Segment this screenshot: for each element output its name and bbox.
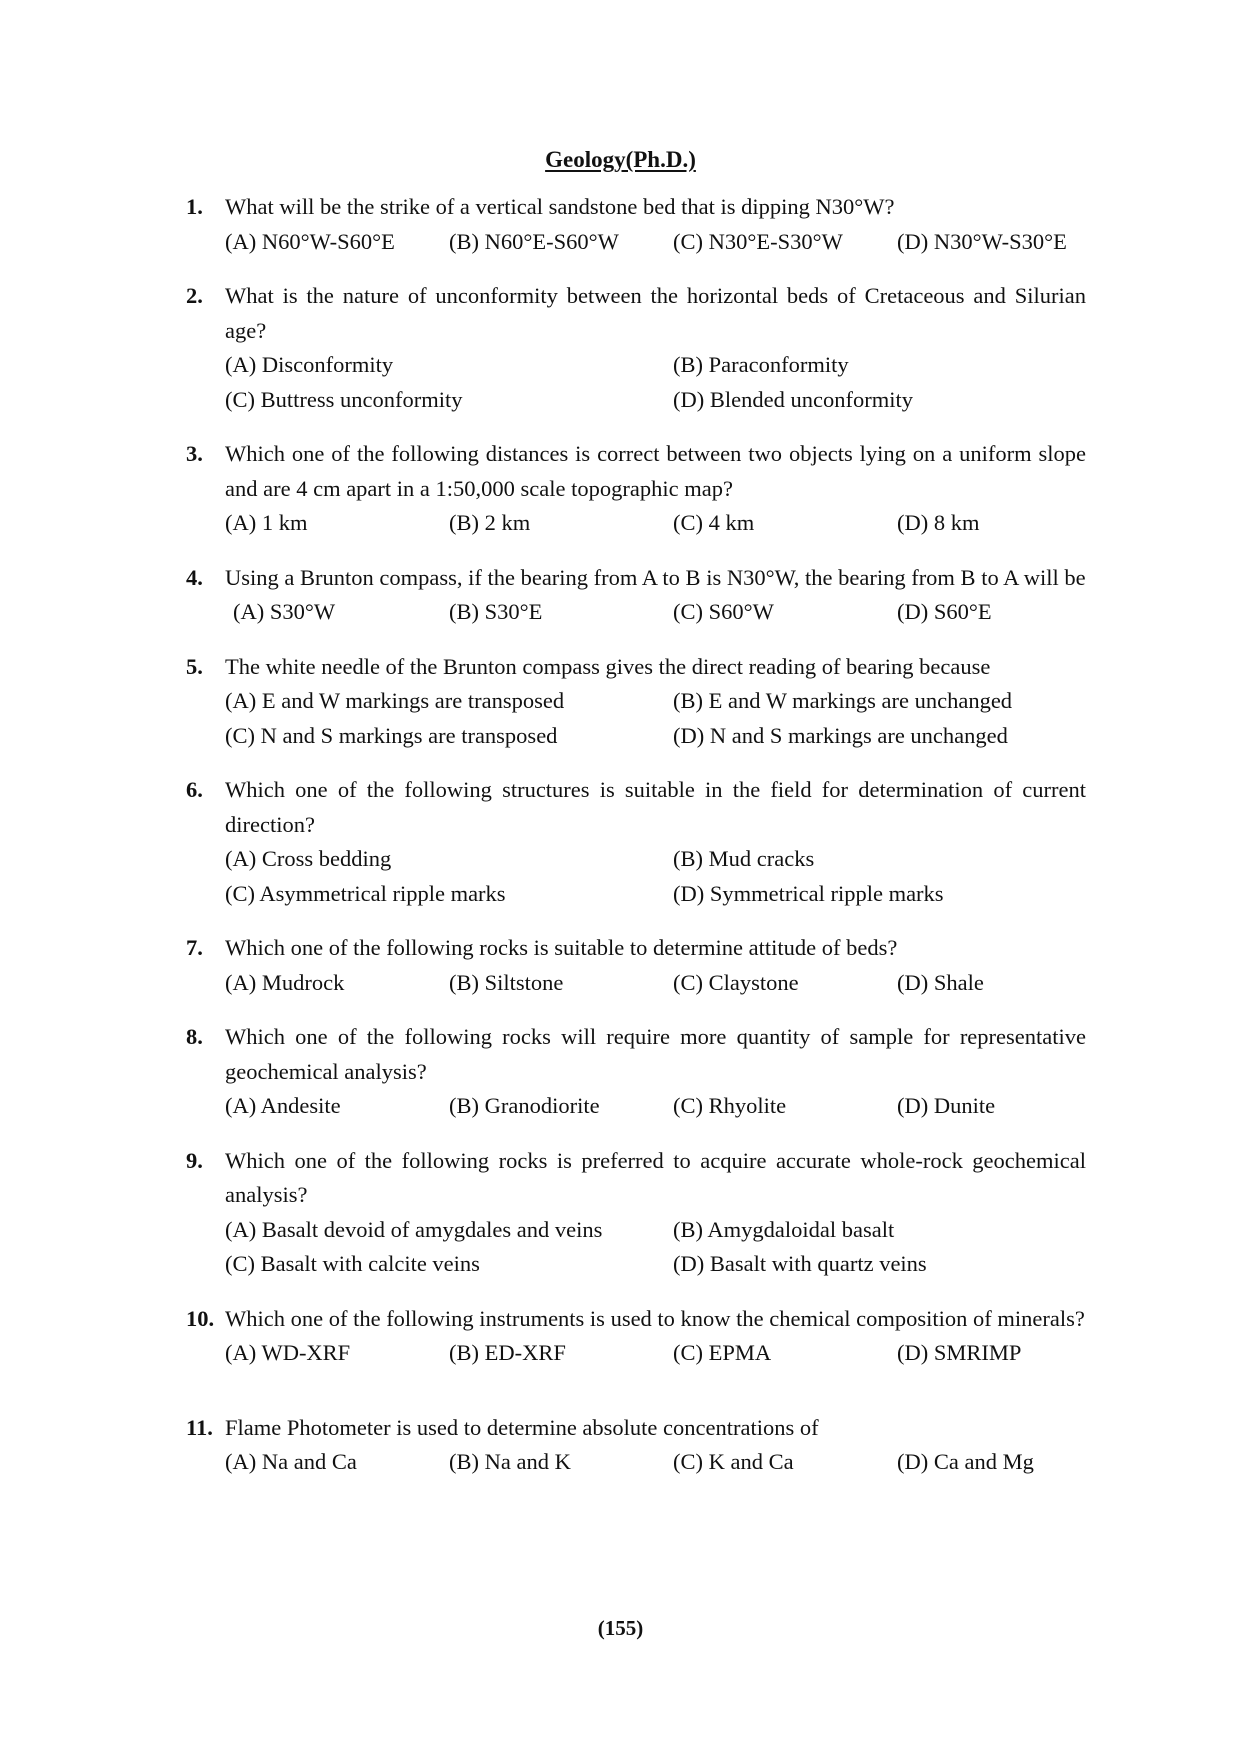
question-4 (186, 561, 1086, 630)
question-number: 2. (186, 283, 203, 308)
option-b: (B) S30°E (449, 599, 543, 624)
question-text: The white needle of the Brunton compass gives the direct reading of bearing because (225, 653, 991, 679)
option-a: (A) N60°W-S60°E (225, 228, 395, 254)
question-list (186, 190, 1086, 1480)
question-1 (186, 190, 1086, 259)
option-d: (D) S60°E (897, 599, 992, 624)
option-b: (B) ED-XRF (449, 1340, 566, 1365)
question-number: 9. (186, 1147, 203, 1173)
question-text: Which one of the following rocks is preferred to acquire accurate whole-rock geochemical analysis? (225, 1147, 1086, 1207)
option-c: (C) 4 km (673, 510, 755, 535)
question-10 (186, 1302, 1086, 1371)
question-6 (186, 773, 1086, 911)
question-text: What is the nature of unconformity between the horizontal beds of Cretaceous and Silurian age? (225, 283, 1086, 343)
option-list (225, 684, 1086, 753)
question-number: 4. (186, 564, 203, 590)
question-number: 10. (186, 1305, 215, 1331)
option-d: (D) Symmetrical ripple marks (673, 880, 944, 906)
option-list (225, 506, 1086, 541)
option-d: (D) Ca and Mg (897, 1449, 1034, 1474)
question-number: 6. (186, 777, 203, 802)
option-list (225, 348, 1086, 417)
option-a: (A) 1 km (225, 510, 308, 535)
option-c: (C) Buttress unconformity (225, 386, 463, 412)
option-c: (C) Rhyolite (673, 1093, 787, 1118)
option-list (225, 1336, 1086, 1371)
option-list (225, 225, 1086, 260)
option-d: (D) 8 km (897, 510, 980, 535)
option-c: (C) EPMA (673, 1340, 772, 1365)
option-d: (D) N and S markings are unchanged (673, 722, 1008, 748)
question-text: Which one of the following distances is correct between two objects lying on a uniform slope and are 4 cm apart in a 1:50,000 scale topographic map? (225, 441, 1086, 501)
option-b: (B) 2 km (449, 510, 531, 535)
option-b: (B) Paraconformity (673, 352, 849, 377)
question-2 (186, 279, 1086, 417)
option-list (225, 842, 1086, 911)
question-number: 7. (186, 935, 203, 960)
option-c: (C) Basalt with calcite veins (225, 1251, 480, 1276)
question-text: Flame Photometer is used to determine absolute concentrations of (225, 1414, 819, 1440)
question-5 (186, 650, 1086, 754)
option-a: (A) S30°W (233, 599, 336, 624)
question-8 (186, 1020, 1086, 1124)
option-a: (A) Disconformity (225, 352, 394, 377)
option-list (225, 1089, 1086, 1124)
question-number: 11. (186, 1414, 213, 1440)
question-text: Using a Brunton compass, if the bearing from A to B is N30°W, the bearing from B to A will be (225, 564, 1086, 590)
question-9 (186, 1144, 1086, 1282)
option-a: (A) Mudrock (225, 969, 345, 995)
option-list (225, 595, 1086, 630)
option-a: (A) WD-XRF (225, 1340, 351, 1365)
option-d: (D) Basalt with quartz veins (673, 1251, 927, 1276)
question-11 (186, 1411, 1086, 1480)
option-c: (C) N and S markings are transposed (225, 722, 558, 748)
page-number: (155) (597, 1616, 644, 1640)
option-a: (A) E and W markings are transposed (225, 688, 565, 713)
option-c: (C) N30°E-S30°W (673, 228, 843, 254)
option-b: (B) E and W markings are unchanged (673, 688, 1013, 713)
question-number: 3. (186, 441, 203, 466)
option-b: (B) Mud cracks (673, 846, 815, 871)
question-text: Which one of the following rocks will require more quantity of sample for representative geochemical analysis? (225, 1024, 1086, 1084)
option-d: (D) SMRIMP (897, 1340, 1022, 1365)
question-number: 5. (186, 653, 203, 679)
option-d: (D) N30°W-S30°E (897, 228, 1067, 254)
question-text: Which one of the following instruments is used to know the chemical composition of minerals? (225, 1305, 1085, 1331)
option-b: (B) Granodiorite (449, 1093, 600, 1118)
option-b: (B) Na and K (449, 1449, 571, 1474)
option-a: (A) Andesite (225, 1093, 341, 1118)
question-number: 8. (186, 1024, 203, 1049)
question-text: What will be the strike of a vertical sandstone bed that is dipping N30°W? (225, 194, 895, 219)
option-a: (A) Cross bedding (225, 846, 392, 871)
option-d: (D) Shale (897, 969, 984, 995)
option-list (225, 1445, 1086, 1480)
option-b: (B) N60°E-S60°W (449, 228, 619, 254)
option-a: (A) Na and Ca (225, 1449, 357, 1474)
question-3 (186, 437, 1086, 541)
option-c: (C) K and Ca (673, 1449, 794, 1474)
question-text: Which one of the following structures is suitable in the field for determination of current direction? (225, 777, 1086, 837)
option-d: (D) Blended unconformity (673, 386, 913, 412)
option-c: (C) Claystone (673, 969, 799, 995)
option-d: (D) Dunite (897, 1093, 996, 1118)
page-title: Geology(Ph.D.) (545, 147, 696, 172)
option-c: (C) S60°W (673, 599, 774, 624)
question-text: Which one of the following rocks is suitable to determine attitude of beds? (225, 935, 898, 960)
question-7 (186, 931, 1086, 1000)
option-b: (B) Amygdaloidal basalt (673, 1216, 895, 1242)
option-c: (C) Asymmetrical ripple marks (225, 880, 506, 906)
option-b: (B) Siltstone (449, 969, 564, 995)
option-a: (A) Basalt devoid of amygdales and veins (225, 1216, 603, 1242)
option-list (225, 966, 1086, 1001)
question-number: 1. (186, 194, 203, 219)
option-list (225, 1213, 1086, 1282)
